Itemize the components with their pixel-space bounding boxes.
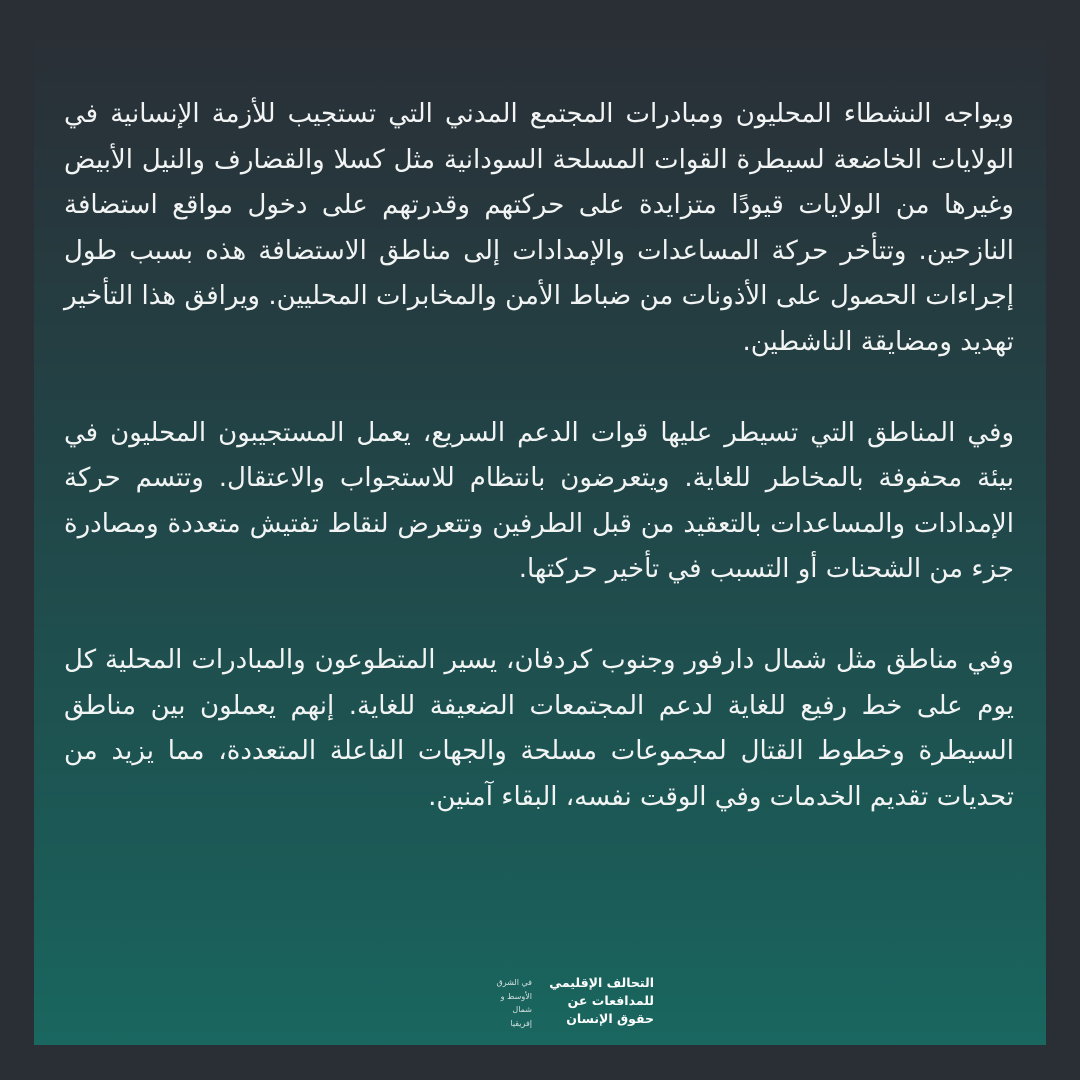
logo-line-2: للمدافعات عن [567, 993, 654, 1008]
paragraph-2: وفي المناطق التي تسيطر عليها قوات الدعم السريع، يعمل المستجيبون المحليون في بيئة محفوفة بالمخاطر للغاية. ويتعرضون بانتظام للاستجواب والاعتقال. وتتسم حركة الإمدادات والمساعدات بالتعقيد من قبل الطرفين وتتعرض لنقاط تفتيش متعددة ومصادرة جزء من الشحنات أو التسبب في تأخير حركتها. [64, 417, 1014, 584]
paragraph-3: وفي مناطق مثل شمال دارفور وجنوب كردفان، يسير المتطوعون والمبادرات المحلية كل يوم على خط رفيع للغاية لدعم المجتمعات الضعيفة للغاية. إنهم يعملون بين مناطق السيطرة وخطوط القتال لمجموعات مسلحة والجهات الفاعلة المتعددة، مما يزيد من تحديات تقديم الخدمات وفي الوقت نفسه، البقاء آمنين. [64, 645, 1014, 812]
post-card [34, 34, 1046, 1045]
logo-line-3: حقوق الإنسان [566, 1011, 654, 1026]
organization-logo [454, 974, 654, 1032]
logo-side-4: إفريقيا [510, 1018, 532, 1028]
logo-main-text [534, 974, 654, 1028]
logo-side-1: في الشرق [496, 978, 532, 987]
logo-line-1: التحالف الإقليمي [549, 975, 654, 990]
logo-side-3: شمال [512, 1005, 532, 1014]
logo-region-text [454, 976, 532, 1030]
article-body [34, 92, 1046, 820]
logo-side-2: الأوسط و [500, 991, 532, 1001]
paragraph-1: ويواجه النشطاء المحليون ومبادرات المجتمع المدني التي تستجيب للأزمة الإنسانية في الولايات الخاضعة لسيطرة القوات المسلحة السودانية مثل كسلا والقضارف والنيل الأبيض وغيرها من الولايات قيودًا متزايدة على حركتهم وقدرتهم على دخول مواقع استضافة النازحين. وتتأخر حركة المساعدات والإمدادات إلى مناطق الاستضافة هذه بسبب طول إجراءات الحصول على الأذونات من ضباط الأمن والمخابرات المحليين. ويرافق هذا التأخير تهديد ومضايقة الناشطين. [64, 99, 1014, 357]
